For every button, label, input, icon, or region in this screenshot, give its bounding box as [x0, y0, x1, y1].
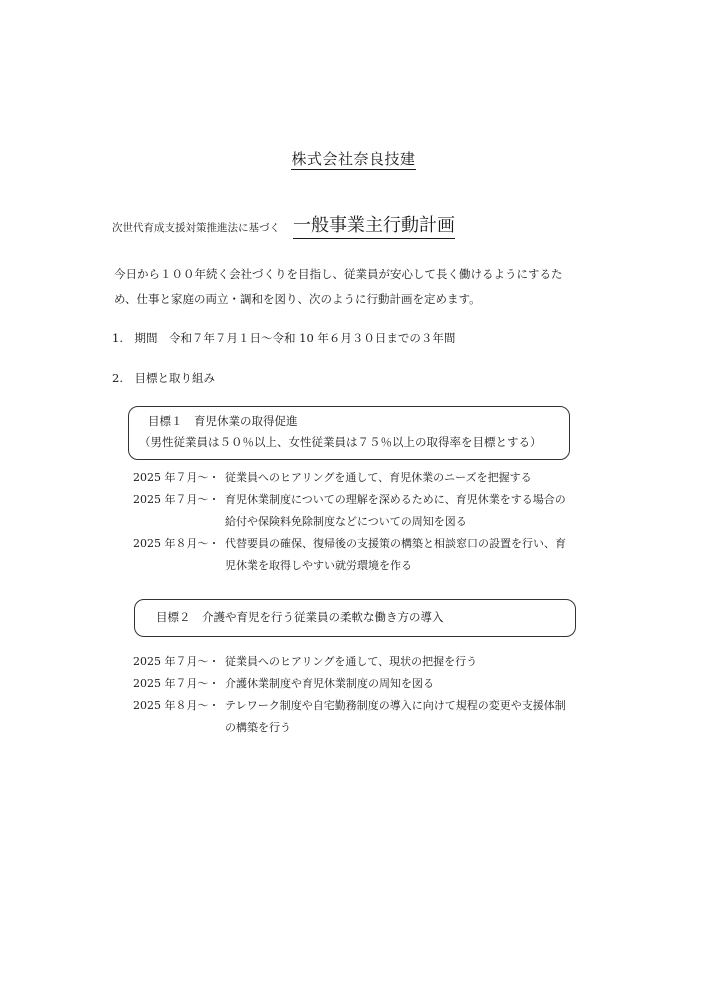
- action-date: 2025 年７月〜・: [133, 655, 220, 668]
- action-text: テレワーク制度や自宅勤務制度の導入に向けて規程の変更や支援体制: [225, 699, 566, 712]
- intro-line: め、仕事と家庭の両立・調和を図り、次のように行動計画を定めます。: [114, 292, 481, 306]
- action-text: 従業員へのヒアリングを通して、育児休業のニーズを把握する: [225, 471, 532, 484]
- intro-line: 今日から１００年続く会社づくりを目指し、従業員が安心して長く働けるようにするた: [114, 267, 563, 281]
- action-text-continued: 給付や保険料免除制度などについての周知を図る: [225, 515, 467, 528]
- action-item: [133, 533, 566, 555]
- action-date: 2025 年７月〜・: [133, 677, 220, 690]
- action-date: 2025 年７月〜・: [133, 471, 220, 484]
- company-name: 株式会社奈良技建: [291, 150, 416, 168]
- action-text: 代替要員の確保、復帰後の支援策の構築と相談窓口の設置を行い、育: [225, 537, 566, 550]
- law-reference: 次世代育成支援対策推進法に基づく: [112, 222, 280, 234]
- action-item: [133, 651, 566, 673]
- action-date: 2025 年７月〜・: [133, 493, 220, 506]
- action-item: [133, 695, 566, 717]
- section-period: 1. 期間 令和７年７月１日〜令和 10 年６月３０日までの３年間: [112, 331, 456, 345]
- plan-title: 一般事業主行動計画: [293, 211, 455, 239]
- goal2-title: 目標２ 介護や育児を行う従業員の柔軟な働き方の導入: [156, 610, 444, 624]
- action-text-continued: 児休業を取得しやすい就労環境を作る: [225, 559, 412, 572]
- goal2-actions: [133, 651, 566, 739]
- action-item: [133, 673, 566, 695]
- goal1-subtitle: （男性従業員は５０％以上、女性従業員は７５％以上の取得率を目標とする）: [139, 435, 542, 449]
- action-date: 2025 年８月〜・: [133, 699, 220, 712]
- goal1-actions: [133, 467, 566, 577]
- action-text: 従業員へのヒアリングを通して、現状の把握を行う: [225, 655, 478, 668]
- action-item: [133, 467, 566, 489]
- goal1-title: 目標１ 育児休業の取得促進: [148, 414, 298, 428]
- action-date: 2025 年８月〜・: [133, 537, 220, 550]
- action-text: 介護休業制度や育児休業制度の周知を図る: [225, 677, 434, 690]
- action-item: [133, 489, 566, 511]
- action-text-continued: の構築を行う: [225, 721, 291, 734]
- action-text: 育児休業制度についての理解を深めるために、育児休業をする場合の: [225, 493, 566, 506]
- intro-paragraph: [114, 262, 563, 312]
- section-goals: 2. 目標と取り組み: [112, 371, 215, 385]
